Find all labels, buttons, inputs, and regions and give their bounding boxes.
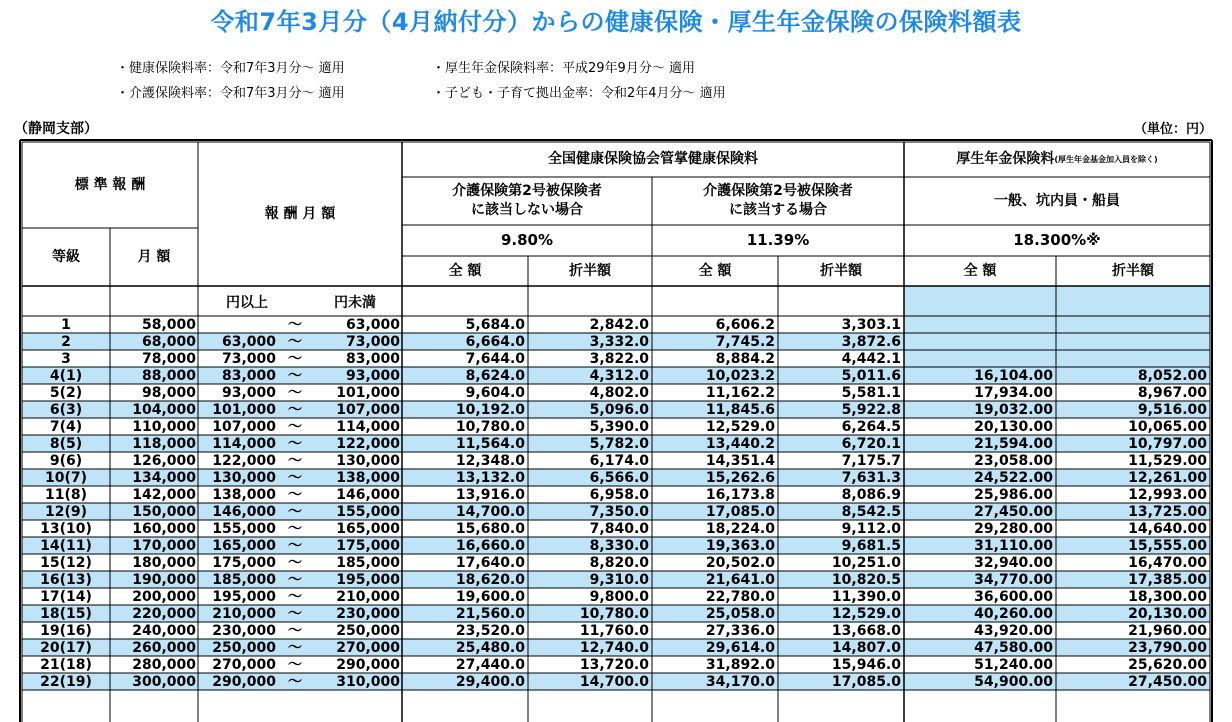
cell-p-full: 51,240.00 <box>974 657 1053 673</box>
rate-care: 11.39% <box>746 231 810 249</box>
cell-nc-half: 5,096.0 <box>589 402 649 418</box>
cell-nc-half: 9,310.0 <box>589 572 649 588</box>
cell-c-half: 10,251.0 <box>831 555 901 571</box>
cell-p-full: 34,770.00 <box>974 572 1053 588</box>
cell-nc-full: 7,644.0 <box>465 351 525 367</box>
table-row <box>0 605 1232 622</box>
cell-nc-full: 14,700.0 <box>455 504 525 520</box>
cell-tilde: ～ <box>288 504 302 520</box>
cell-nc-full: 12,348.0 <box>455 453 525 469</box>
cell-c-half: 14,807.0 <box>831 640 901 656</box>
header-nc-half: 折半額 <box>569 262 611 279</box>
cell-grade: 10(7) <box>44 470 88 486</box>
cell-p-half: 12,993.00 <box>1128 487 1207 503</box>
table-row <box>0 622 1232 639</box>
header-pension <box>904 142 1210 177</box>
cell-c-half: 10,820.5 <box>831 572 901 588</box>
cell-monthly: 160,000 <box>132 521 196 537</box>
cell-nc-half: 8,820.0 <box>589 555 649 571</box>
cell-to: 165,000 <box>336 521 400 537</box>
cell-from: 230,000 <box>212 623 276 639</box>
cell-from: 83,000 <box>221 368 276 384</box>
cell-from: 122,000 <box>212 453 276 469</box>
cell-from: 290,000 <box>212 674 276 690</box>
cell-monthly: 142,000 <box>132 487 196 503</box>
cell-to: 210,000 <box>336 589 400 605</box>
cell-nc-full: 27,440.0 <box>455 657 525 673</box>
cell-p-half: 14,640.00 <box>1128 521 1207 537</box>
cell-nc-half: 14,700.0 <box>579 674 649 690</box>
cell-to: 93,000 <box>345 368 400 384</box>
cell-p-half: 21,960.00 <box>1128 623 1207 639</box>
cell-p-half: 10,797.00 <box>1128 436 1207 452</box>
cell-tilde: ～ <box>288 606 302 622</box>
cell-c-full: 8,884.2 <box>715 351 775 367</box>
cell-to: 101,000 <box>336 385 400 401</box>
cell-monthly: 280,000 <box>132 657 196 673</box>
cell-p-half: 11,529.00 <box>1128 453 1207 469</box>
cell-grade: 2 <box>61 334 71 350</box>
cell-tilde: ～ <box>288 538 302 554</box>
rate-no-care: 9.80% <box>500 231 554 249</box>
cell-to: 290,000 <box>336 657 400 673</box>
cell-tilde: ～ <box>288 640 302 656</box>
header-health-insurance: 全国健康保険協会管掌健康保険料 <box>548 151 758 167</box>
cell-tilde: ～ <box>288 436 302 452</box>
cell-c-half: 7,175.7 <box>841 453 901 469</box>
cell-nc-half: 6,174.0 <box>589 453 649 469</box>
cell-to: 63,000 <box>345 317 400 333</box>
cell-c-full: 22,780.0 <box>705 589 775 605</box>
cell-c-half: 15,946.0 <box>831 657 901 673</box>
cell-from: 93,000 <box>221 385 276 401</box>
cell-tilde: ～ <box>288 351 302 367</box>
cell-p-full <box>904 316 1053 333</box>
cell-grade: 21(18) <box>40 657 92 673</box>
cell-p-full <box>904 350 1053 367</box>
cell-from: 195,000 <box>212 589 276 605</box>
cell-nc-full: 29,400.0 <box>455 674 525 690</box>
cell-nc-half: 8,330.0 <box>589 538 649 554</box>
table-row <box>0 401 1232 418</box>
cell-nc-full: 8,624.0 <box>465 368 525 384</box>
cell-grade: 9(6) <box>49 453 83 469</box>
cell-p-full: 31,110.00 <box>974 538 1053 554</box>
cell-tilde: ～ <box>288 419 302 435</box>
cell-monthly: 134,000 <box>132 470 196 486</box>
table-row <box>0 520 1232 537</box>
cell-c-half: 6,264.5 <box>841 419 901 435</box>
cell-p-full: 20,130.00 <box>974 419 1053 435</box>
cell-tilde: ～ <box>288 623 302 639</box>
cell-from: 101,000 <box>212 402 276 418</box>
cell-tilde: ～ <box>288 402 302 418</box>
cell-nc-full: 16,660.0 <box>455 538 525 554</box>
cell-c-full: 15,262.6 <box>705 470 775 486</box>
pension-rate-note: ・厚生年金保険料率：平成29年9月分～ 適用 <box>432 61 695 76</box>
cell-monthly: 150,000 <box>132 504 196 520</box>
cell-p-half: 8,967.00 <box>1137 385 1207 401</box>
cell-grade: 5(2) <box>49 385 83 401</box>
cell-nc-full: 10,780.0 <box>455 419 525 435</box>
table-row <box>0 367 1232 384</box>
cell-c-half: 6,720.1 <box>841 436 901 452</box>
cell-from: 165,000 <box>212 538 276 554</box>
cell-nc-full: 13,916.0 <box>455 487 525 503</box>
cell-grade: 13(10) <box>40 521 92 537</box>
cell-nc-half: 13,720.0 <box>579 657 649 673</box>
cell-to: 107,000 <box>336 402 400 418</box>
cell-from: 114,000 <box>212 436 276 452</box>
cell-from: 270,000 <box>212 657 276 673</box>
cell-grade: 15(12) <box>40 555 92 571</box>
cell-nc-half: 11,760.0 <box>579 623 649 639</box>
cell-from: 250,000 <box>212 640 276 656</box>
cell-c-half: 5,922.8 <box>841 402 901 418</box>
cell-c-full: 10,023.2 <box>705 368 775 384</box>
cell-c-full: 16,173.8 <box>705 487 775 503</box>
cell-c-half: 17,085.0 <box>831 674 901 690</box>
cell-grade: 6(3) <box>49 402 83 418</box>
header-p-full: 全 額 <box>963 262 997 279</box>
cell-c-full: 19,363.0 <box>705 538 775 554</box>
cell-grade: 20(17) <box>40 640 92 656</box>
cell-p-half: 25,620.00 <box>1128 657 1207 673</box>
cell-c-full: 11,845.6 <box>705 402 775 418</box>
cell-nc-half: 9,800.0 <box>589 589 649 605</box>
cell-nc-full: 19,600.0 <box>455 589 525 605</box>
cell-c-full: 31,892.0 <box>705 657 775 673</box>
cell-to: 146,000 <box>336 487 400 503</box>
cell-nc-half: 10,780.0 <box>579 606 649 622</box>
cell-grade: 8(5) <box>49 436 83 452</box>
cell-p-half: 27,450.00 <box>1128 674 1207 690</box>
cell-c-half: 8,086.9 <box>841 487 901 503</box>
header-c-half: 折半額 <box>820 262 862 279</box>
cell-from: 130,000 <box>212 470 276 486</box>
cell-tilde: ～ <box>288 555 302 571</box>
care-rate-note: ・介護保険料率：令和7年3月分～ 適用 <box>116 86 345 101</box>
cell-p-half <box>1056 316 1207 333</box>
cell-nc-full: 11,564.0 <box>455 436 525 452</box>
cell-c-half: 13,668.0 <box>831 623 901 639</box>
cell-nc-full: 10,192.0 <box>455 402 525 418</box>
cell-tilde: ～ <box>288 368 302 384</box>
cell-monthly: 300,000 <box>132 674 196 690</box>
cell-from: 210,000 <box>212 606 276 622</box>
cell-tilde: ～ <box>288 572 302 588</box>
header-pension-general: 一般、坑内員・船員 <box>994 192 1120 209</box>
table-row <box>0 537 1232 554</box>
cell-to: 130,000 <box>336 453 400 469</box>
table-row <box>0 350 1232 367</box>
table-row <box>0 435 1232 452</box>
header-remuneration-range: 報 酬 月 額 <box>264 205 336 222</box>
cell-monthly: 58,000 <box>141 317 196 333</box>
cell-grade: 17(14) <box>40 589 92 605</box>
cell-p-full: 47,580.00 <box>974 640 1053 656</box>
cell-from: 63,000 <box>221 334 276 350</box>
cell-nc-half: 7,350.0 <box>589 504 649 520</box>
cell-grade: 11(8) <box>44 487 88 503</box>
cell-monthly: 260,000 <box>132 640 196 656</box>
cell-p-half: 9,516.00 <box>1137 402 1207 418</box>
cell-monthly: 126,000 <box>132 453 196 469</box>
table-row <box>0 316 1232 333</box>
cell-monthly: 170,000 <box>132 538 196 554</box>
cell-p-half: 18,300.00 <box>1128 589 1207 605</box>
cell-nc-half: 2,842.0 <box>589 317 649 333</box>
cell-p-half <box>1056 333 1207 350</box>
cell-from: 146,000 <box>212 504 276 520</box>
cell-nc-full: 17,640.0 <box>455 555 525 571</box>
cell-to: 185,000 <box>336 555 400 571</box>
cell-p-half: 8,052.00 <box>1137 368 1207 384</box>
table-row <box>0 469 1232 486</box>
cell-monthly: 180,000 <box>132 555 196 571</box>
cell-monthly: 104,000 <box>132 402 196 418</box>
cell-nc-full: 5,684.0 <box>465 317 525 333</box>
cell-p-full: 54,900.00 <box>974 674 1053 690</box>
cell-p-full: 40,260.00 <box>974 606 1053 622</box>
cell-p-half: 17,385.00 <box>1128 572 1207 588</box>
cell-c-half: 5,011.6 <box>841 368 901 384</box>
header-monthly-amount: 月 額 <box>137 248 171 265</box>
cell-p-half: 16,470.00 <box>1128 555 1207 571</box>
cell-c-full: 21,641.0 <box>705 572 775 588</box>
cell-monthly: 118,000 <box>132 436 196 452</box>
cell-tilde: ～ <box>288 334 302 350</box>
cell-p-full: 25,986.00 <box>974 487 1053 503</box>
cell-c-full: 7,745.2 <box>715 334 775 350</box>
cell-p-full: 29,280.00 <box>974 521 1053 537</box>
table-row <box>0 554 1232 571</box>
cell-nc-half: 4,312.0 <box>589 368 649 384</box>
cell-from: 73,000 <box>221 351 276 367</box>
cell-grade: 3 <box>61 351 71 367</box>
header-nc-full: 全 額 <box>448 262 482 279</box>
header-care-line1: 介護保険第2号被保険者 <box>703 183 853 199</box>
header-c-full: 全 額 <box>698 262 732 279</box>
cell-monthly: 190,000 <box>132 572 196 588</box>
cell-nc-half: 5,782.0 <box>589 436 649 452</box>
cell-grade: 18(15) <box>40 606 92 622</box>
child-rate-note: ・子ども・子育て拠出金率：令和2年4月分～ 適用 <box>432 86 726 101</box>
header-pension-note: (厚生年金基金加入員を除く) <box>1054 155 1158 164</box>
rate-pension: 18.300%※ <box>1013 231 1101 249</box>
table-row <box>0 418 1232 435</box>
cell-to: 175,000 <box>336 538 400 554</box>
cell-nc-half: 12,740.0 <box>579 640 649 656</box>
cell-tilde: ～ <box>288 317 302 333</box>
cell-to: 270,000 <box>336 640 400 656</box>
cell-nc-half: 6,958.0 <box>589 487 649 503</box>
cell-p-half: 12,261.00 <box>1128 470 1207 486</box>
cell-p-full: 36,600.00 <box>974 589 1053 605</box>
cell-nc-full: 23,520.0 <box>455 623 525 639</box>
table-row <box>0 639 1232 656</box>
header-no-care-line2: に該当しない場合 <box>471 202 583 218</box>
cell-tilde: ～ <box>288 453 302 469</box>
cell-monthly: 88,000 <box>141 368 196 384</box>
header-p-half: 折半額 <box>1112 262 1154 279</box>
cell-grade: 12(9) <box>44 504 88 520</box>
cell-grade: 14(11) <box>40 538 92 554</box>
cell-p-half: 20,130.00 <box>1128 606 1207 622</box>
table-row <box>0 486 1232 503</box>
table-row <box>0 384 1232 401</box>
branch-label: （静岡支部） <box>14 121 98 137</box>
cell-c-half: 7,631.3 <box>841 470 901 486</box>
unit-label: （単位：円） <box>1133 122 1212 137</box>
cell-tilde: ～ <box>288 674 302 690</box>
table-row <box>0 656 1232 673</box>
cell-c-full: 20,502.0 <box>705 555 775 571</box>
header-care <box>652 177 904 225</box>
cell-p-half: 13,725.00 <box>1128 504 1207 520</box>
cell-to: 250,000 <box>336 623 400 639</box>
cell-to: 195,000 <box>336 572 400 588</box>
cell-p-full: 32,940.00 <box>974 555 1053 571</box>
cell-p-full: 43,920.00 <box>974 623 1053 639</box>
cell-to: 73,000 <box>345 334 400 350</box>
fee-table-body <box>0 316 1232 690</box>
cell-tilde: ～ <box>288 589 302 605</box>
cell-p-full: 21,594.00 <box>974 436 1053 452</box>
cell-nc-full: 6,664.0 <box>465 334 525 350</box>
cell-to: 230,000 <box>336 606 400 622</box>
cell-from: 185,000 <box>212 572 276 588</box>
to-unit-label: 円未満 <box>334 295 376 311</box>
cell-grade: 22(19) <box>40 674 92 690</box>
cell-to: 138,000 <box>336 470 400 486</box>
cell-nc-full: 18,620.0 <box>455 572 525 588</box>
cell-nc-half: 7,840.0 <box>589 521 649 537</box>
cell-to: 122,000 <box>336 436 400 452</box>
cell-c-full: 6,606.2 <box>715 317 775 333</box>
cell-c-half: 9,112.0 <box>841 521 901 537</box>
cell-p-full: 24,522.00 <box>974 470 1053 486</box>
cell-nc-full: 25,480.0 <box>455 640 525 656</box>
cell-p-half: 15,555.00 <box>1128 538 1207 554</box>
table-row <box>0 333 1232 350</box>
cell-monthly: 78,000 <box>141 351 196 367</box>
cell-to: 114,000 <box>336 419 400 435</box>
cell-nc-full: 9,604.0 <box>465 385 525 401</box>
cell-nc-full: 21,560.0 <box>455 606 525 622</box>
table-row <box>0 673 1232 690</box>
cell-to: 155,000 <box>336 504 400 520</box>
cell-nc-half: 4,802.0 <box>589 385 649 401</box>
cell-from: 175,000 <box>212 555 276 571</box>
cell-c-half: 4,442.1 <box>841 351 901 367</box>
page-title: 令和7年3月分（4月納付分）からの健康保険・厚生年金保険の保険料額表 <box>210 8 1022 36</box>
cell-c-half: 8,542.5 <box>841 504 901 520</box>
health-rate-note: ・健康保険料率：令和7年3月分～ 適用 <box>116 61 345 76</box>
table-row <box>0 588 1232 605</box>
header-grade: 等級 <box>52 248 80 265</box>
cell-nc-half: 3,332.0 <box>589 334 649 350</box>
cell-nc-full: 13,132.0 <box>455 470 525 486</box>
header-no-care-line1: 介護保険第2号被保険者 <box>452 183 602 199</box>
cell-p-half: 23,790.00 <box>1128 640 1207 656</box>
header-standard-remuneration: 標 準 報 酬 <box>74 176 146 193</box>
cell-c-half: 9,681.5 <box>841 538 901 554</box>
cell-from <box>198 316 276 333</box>
cell-c-full: 13,440.2 <box>705 436 775 452</box>
cell-nc-half: 5,390.0 <box>589 419 649 435</box>
cell-p-full <box>904 333 1053 350</box>
table-row <box>0 452 1232 469</box>
cell-p-full: 27,450.00 <box>974 504 1053 520</box>
table-row <box>0 503 1232 520</box>
cell-tilde: ～ <box>288 487 302 503</box>
cell-monthly: 240,000 <box>132 623 196 639</box>
cell-tilde: ～ <box>288 385 302 401</box>
cell-nc-half: 6,566.0 <box>589 470 649 486</box>
cell-p-full: 17,934.00 <box>974 385 1053 401</box>
header-pension-label: 厚生年金保険料 <box>956 151 1055 167</box>
cell-c-full: 25,058.0 <box>705 606 775 622</box>
cell-p-full: 23,058.00 <box>974 453 1053 469</box>
cell-c-half: 3,872.6 <box>841 334 901 350</box>
cell-c-half: 5,581.1 <box>841 385 901 401</box>
cell-c-full: 14,351.4 <box>705 453 775 469</box>
cell-monthly: 110,000 <box>132 419 196 435</box>
cell-c-half: 12,529.0 <box>831 606 901 622</box>
cell-p-half: 10,065.00 <box>1128 419 1207 435</box>
header-no-care <box>402 177 652 225</box>
cell-c-full: 29,614.0 <box>705 640 775 656</box>
cell-p-half <box>1056 350 1207 367</box>
cell-grade: 7(4) <box>49 419 83 435</box>
cell-c-full: 12,529.0 <box>705 419 775 435</box>
cell-from: 138,000 <box>212 487 276 503</box>
cell-p-full: 16,104.00 <box>974 368 1053 384</box>
cell-nc-full: 15,680.0 <box>455 521 525 537</box>
cell-monthly: 200,000 <box>132 589 196 605</box>
cell-to: 310,000 <box>336 674 400 690</box>
cell-grade: 16(13) <box>40 572 92 588</box>
cell-grade: 19(16) <box>40 623 92 639</box>
from-unit-label: 円以上 <box>226 295 268 311</box>
cell-tilde: ～ <box>288 470 302 486</box>
cell-nc-half: 3,822.0 <box>589 351 649 367</box>
cell-c-half: 3,303.1 <box>841 317 901 333</box>
cell-tilde: ～ <box>288 657 302 673</box>
cell-grade: 4(1) <box>49 368 83 384</box>
cell-c-full: 17,085.0 <box>705 504 775 520</box>
cell-monthly: 98,000 <box>141 385 196 401</box>
cell-to: 83,000 <box>345 351 400 367</box>
cell-p-full: 19,032.00 <box>974 402 1053 418</box>
table-row <box>0 571 1232 588</box>
cell-monthly: 220,000 <box>132 606 196 622</box>
cell-c-full: 18,224.0 <box>705 521 775 537</box>
header-care-line2: に該当する場合 <box>729 202 827 218</box>
cell-c-full: 27,336.0 <box>705 623 775 639</box>
cell-from: 107,000 <box>212 419 276 435</box>
cell-c-full: 11,162.2 <box>705 385 775 401</box>
cell-c-half: 11,390.0 <box>831 589 901 605</box>
cell-tilde: ～ <box>288 521 302 537</box>
cell-grade: 1 <box>61 317 71 333</box>
cell-monthly: 68,000 <box>141 334 196 350</box>
cell-from: 155,000 <box>212 521 276 537</box>
cell-c-full: 34,170.0 <box>705 674 775 690</box>
